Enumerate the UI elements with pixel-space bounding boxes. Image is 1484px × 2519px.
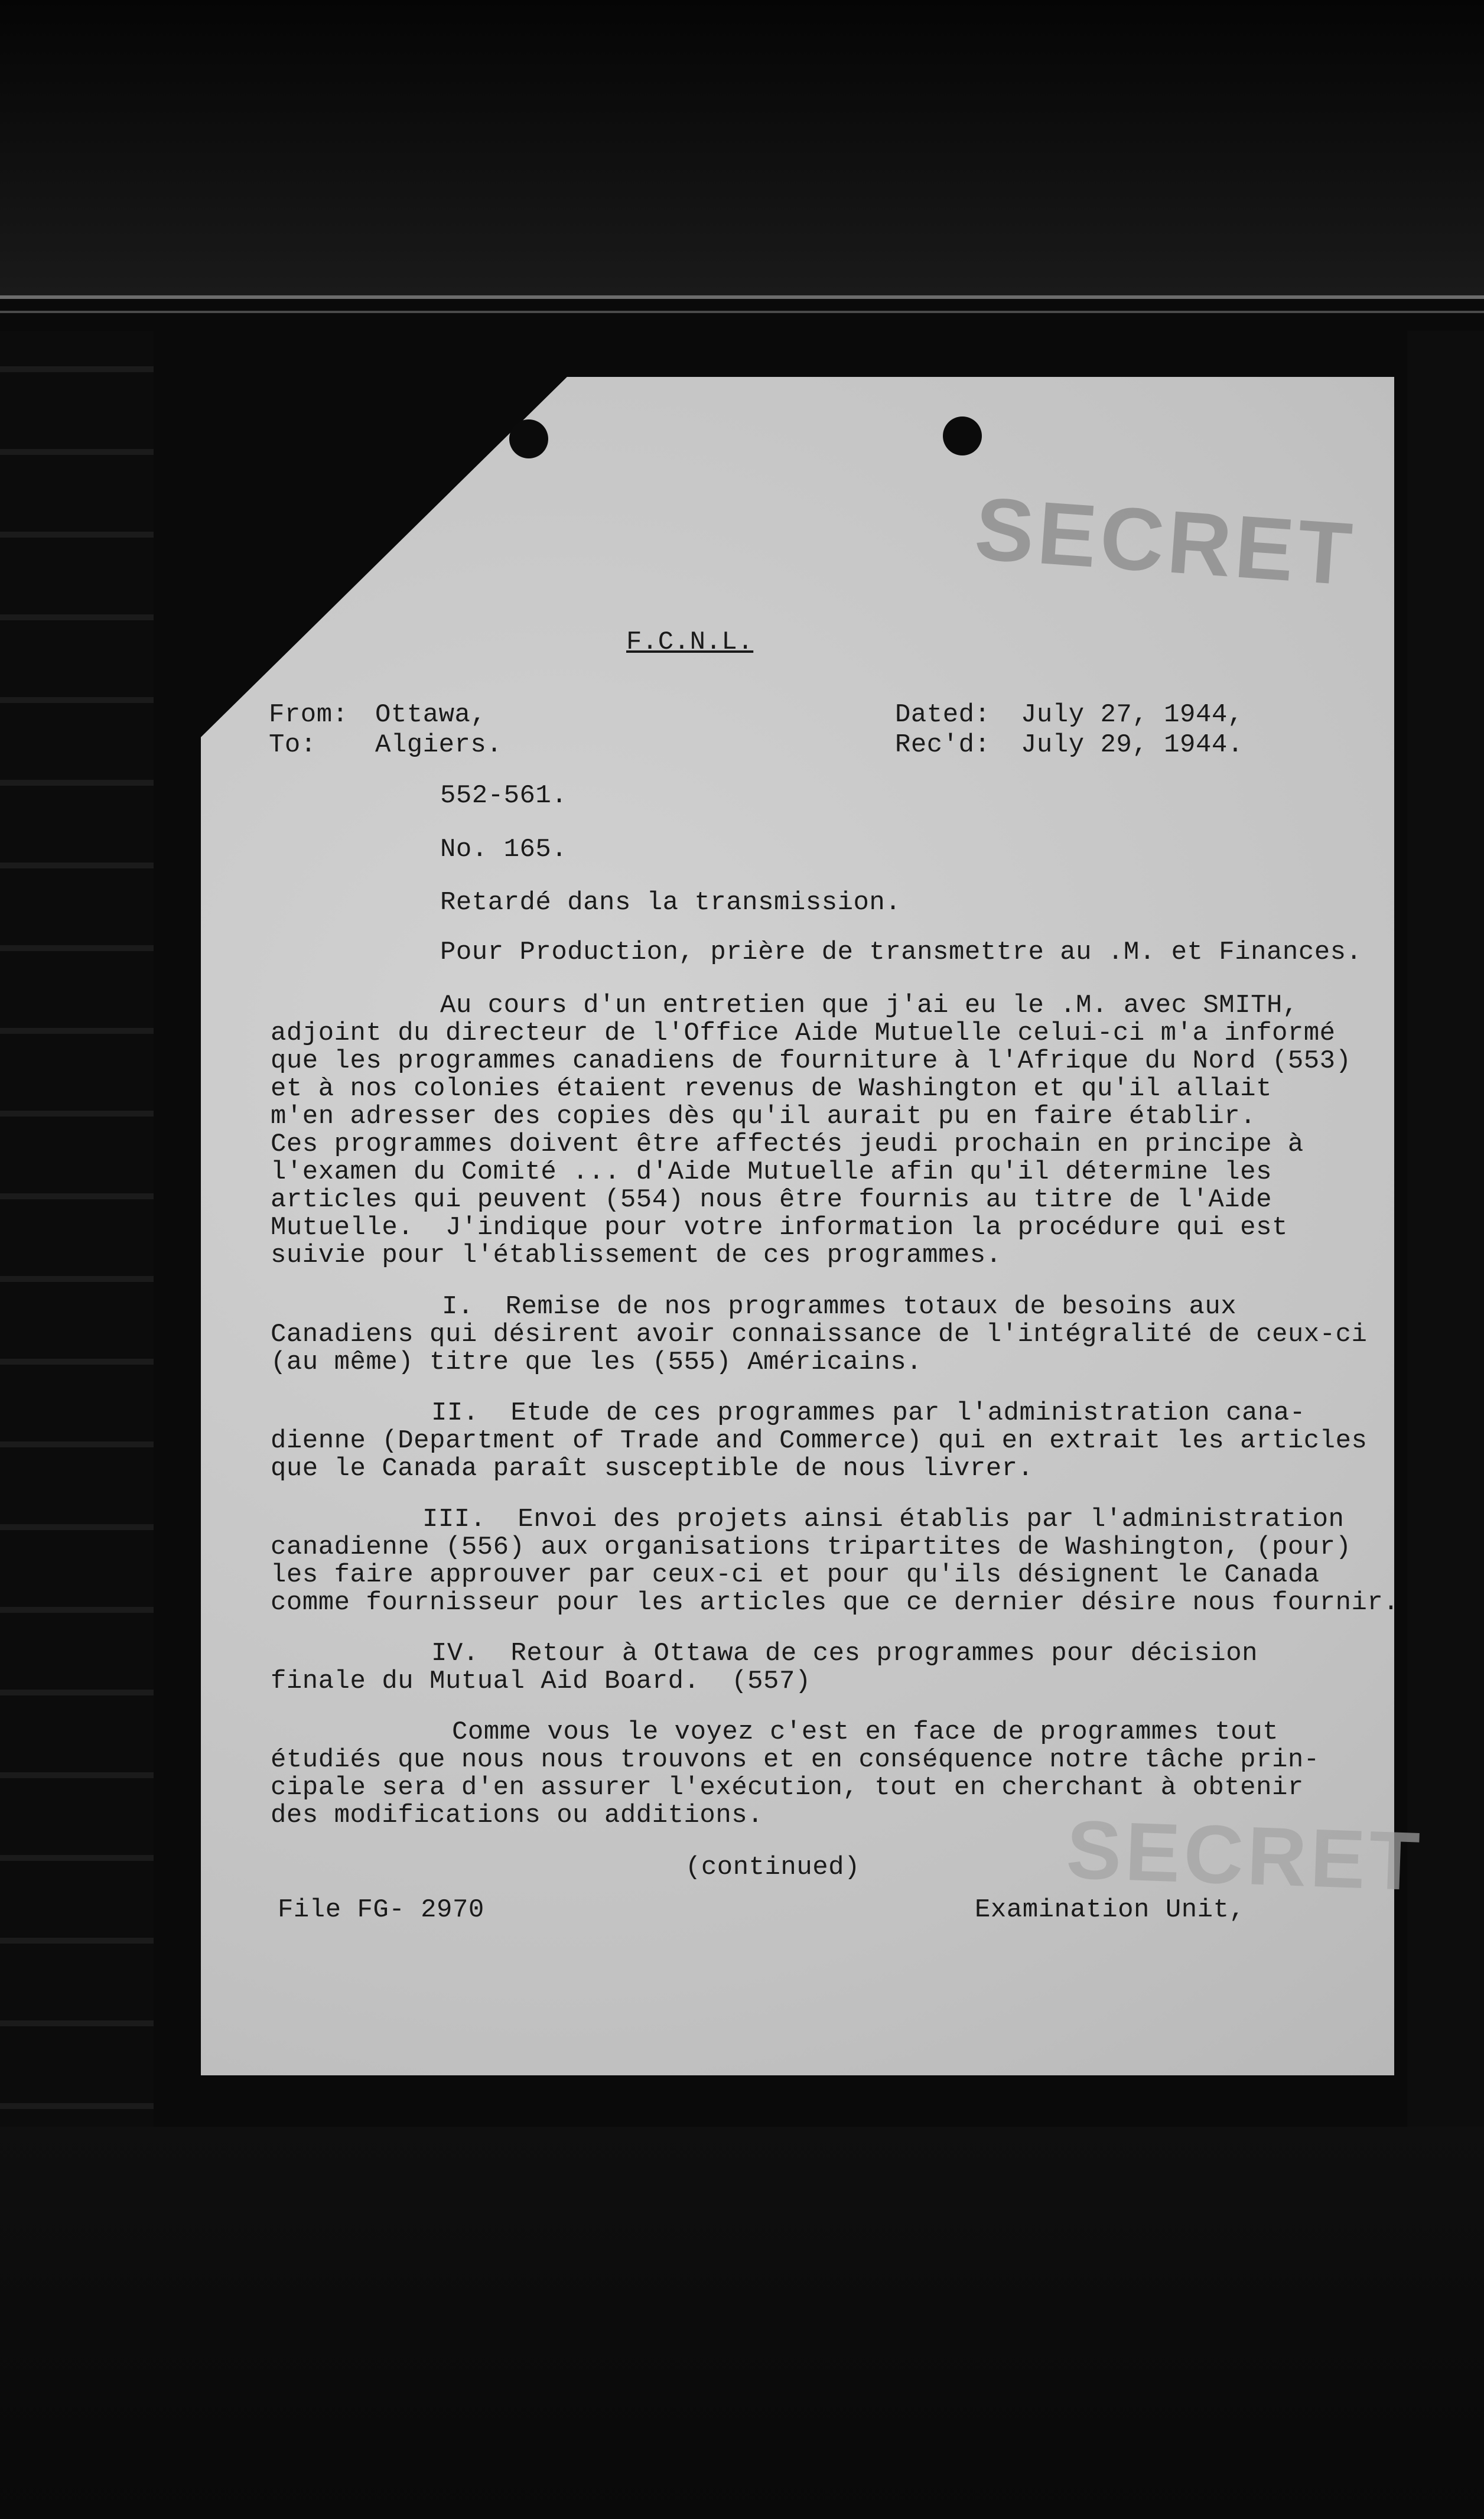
item-1-line: (au même) titre que les (555) Américains. <box>271 1348 923 1377</box>
secret-stamp: SECRET <box>971 478 1359 604</box>
item-4-line: IV. Retour à Ottawa de ces programmes pour décision <box>431 1639 1258 1668</box>
file-reference: File FG- 2970 <box>278 1895 484 1925</box>
instruction-line: Pour Production, prière de transmettre au .M. et Finances. <box>440 938 1362 967</box>
from-value: Ottawa, <box>375 700 487 730</box>
paragraph-1-line: l'examen du Comité ... d'Aide Mutuelle afin qu'il détermine les <box>271 1157 1272 1187</box>
film-scratch-line <box>0 295 1484 299</box>
closing-line: cipale sera d'en assurer l'exécution, tout en cherchant à obtenir <box>271 1773 1304 1802</box>
closing-line: des modifications ou additions. <box>271 1801 764 1830</box>
paragraph-1-line: Ces programmes doivent être affectés jeudi prochain en principe à <box>271 1130 1304 1159</box>
paragraph-1-line: adjoint du directeur de l'Office Aide Mutuelle celui-ci m'a informé <box>271 1018 1336 1048</box>
delay-note: Retardé dans la transmission. <box>440 888 902 917</box>
paragraph-1-line: Mutuelle. J'indique pour votre information la procédure qui est <box>271 1213 1288 1242</box>
film-scratch-line <box>0 311 1484 313</box>
unit-signature: Examination Unit, <box>975 1895 1245 1925</box>
to-label: To: <box>269 730 317 760</box>
dated-value: July 27, 1944, <box>1021 700 1244 730</box>
reference-numbers: 552-561. <box>440 781 568 811</box>
paragraph-1-line: Au cours d'un entretien que j'ai eu le .M. avec SMITH, <box>440 991 1298 1020</box>
paragraph-1-line: et à nos colonies étaient revenus de Washington et qu'il allait <box>271 1074 1272 1104</box>
paragraph-1-line: m'en adresser des copies dès qu'il aurait pu en faire établir. <box>271 1102 1257 1131</box>
paragraph-1-line: suivie pour l'établissement de ces programmes. <box>271 1241 1002 1270</box>
item-2-line: II. Etude de ces programmes par l'administration cana- <box>431 1398 1306 1428</box>
paragraph-1-line: articles qui peuvent (554) nous être fournis au titre de l'Aide <box>271 1185 1272 1215</box>
film-margin-bottom <box>0 2127 1484 2519</box>
from-label: From: <box>269 700 349 730</box>
item-1-line: Canadiens qui désirent avoir connaissance de l'intégralité de ceux-ci <box>271 1320 1368 1349</box>
item-3-line: III. Envoi des projets ainsi établis par l'administration <box>422 1505 1345 1534</box>
item-3-line: comme fournisseur pour les articles que ce dernier désire nous fournir. <box>271 1588 1400 1618</box>
secret-stamp-faded: SECRET <box>1065 1802 1425 1908</box>
continued-note: (continued) <box>685 1853 860 1882</box>
dated-label: Dated: <box>895 700 991 730</box>
item-3-line: canadienne (556) aux organisations tripartites de Washington, (pour) <box>271 1532 1352 1562</box>
closing-line: étudiés que nous nous trouvons et en conséquence notre tâche prin- <box>271 1745 1320 1775</box>
to-value: Algiers. <box>375 730 503 760</box>
closing-line: Comme vous le voyez c'est en face de programmes tout <box>452 1717 1279 1747</box>
punch-hole <box>943 416 982 455</box>
document-header: F.C.N.L. <box>626 627 754 657</box>
recd-value: July 29, 1944. <box>1021 730 1244 760</box>
recd-label: Rec'd: <box>895 730 991 760</box>
item-2-line: dienne (Department of Trade and Commerce) qui en extrait les articles <box>271 1426 1368 1456</box>
item-4-line: finale du Mutual Aid Board. (557) <box>271 1667 811 1696</box>
film-margin-top <box>0 0 1484 295</box>
item-3-line: les faire approuver par ceux-ci et pour qu'ils désignent le Canada <box>271 1560 1320 1590</box>
item-1-line: I. Remise de nos programmes totaux de besoins aux <box>442 1292 1237 1322</box>
punch-hole <box>509 419 548 458</box>
item-2-line: que le Canada paraît susceptible de nous livrer. <box>271 1454 1034 1483</box>
message-number: No. 165. <box>440 835 568 864</box>
paragraph-1-line: que les programmes canadiens de fourniture à l'Afrique du Nord (553) <box>271 1046 1352 1076</box>
